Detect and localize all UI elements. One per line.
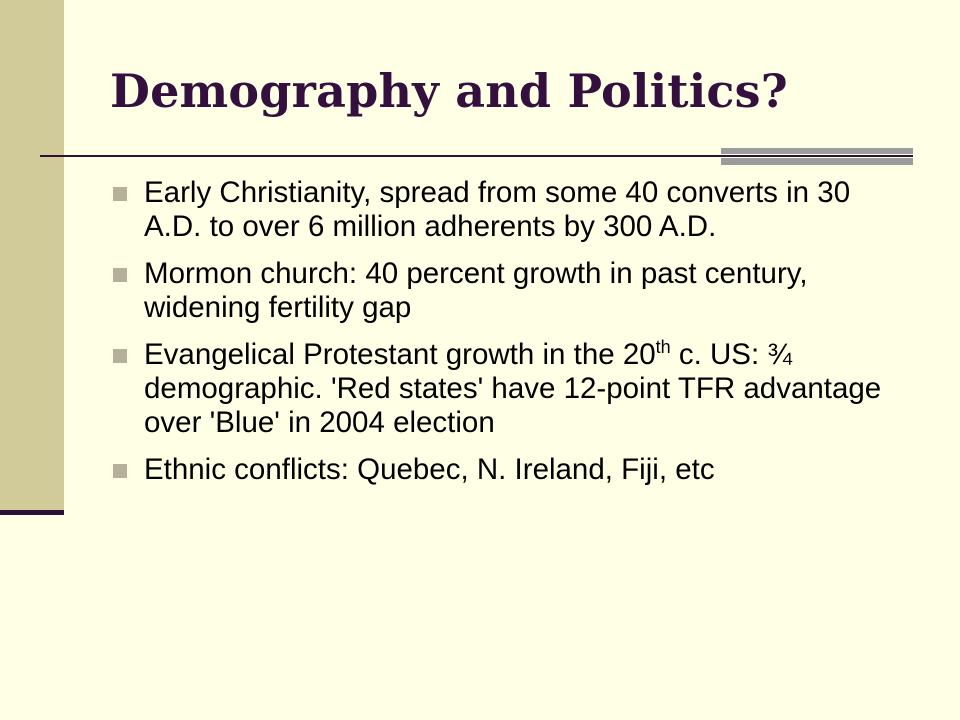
bullet-text-part: c. US: ¾ demographic. 'Red states' have 12-point TFR advantage over 'Blue' in 2004 election [144,338,882,439]
bullet-text: Mormon church: 40 percent growth in past century, widening fertility gap [144,257,808,324]
bullet-item-ethnic-conflicts [113,453,903,487]
square-bullet-icon [113,349,127,363]
ordinal-superscript: th [655,337,671,358]
title-divider-accent [721,148,913,165]
left-band-underline [0,510,64,515]
square-bullet-icon [113,268,127,282]
bullet-text: Ethnic conflicts: Quebec, N. Ireland, Fiji, etc [144,453,715,486]
left-decorative-band [0,0,64,511]
bullet-item-evangelical-growth [113,338,903,440]
bullet-text: Early Christianity, spread from some 40 converts in 30 A.D. to over 6 million adherents by 300 A.D. [144,176,851,243]
slide-title: Demography and Politics? [110,64,788,118]
bullet-text-part: Evangelical Protestant growth in the 20 [144,338,656,371]
bullet-item-early-christianity [113,176,903,244]
bullet-list [113,176,903,500]
bullet-text [144,338,881,439]
bullet-item-mormon-church [113,257,903,325]
square-bullet-icon [113,464,127,478]
square-bullet-icon [113,187,127,201]
